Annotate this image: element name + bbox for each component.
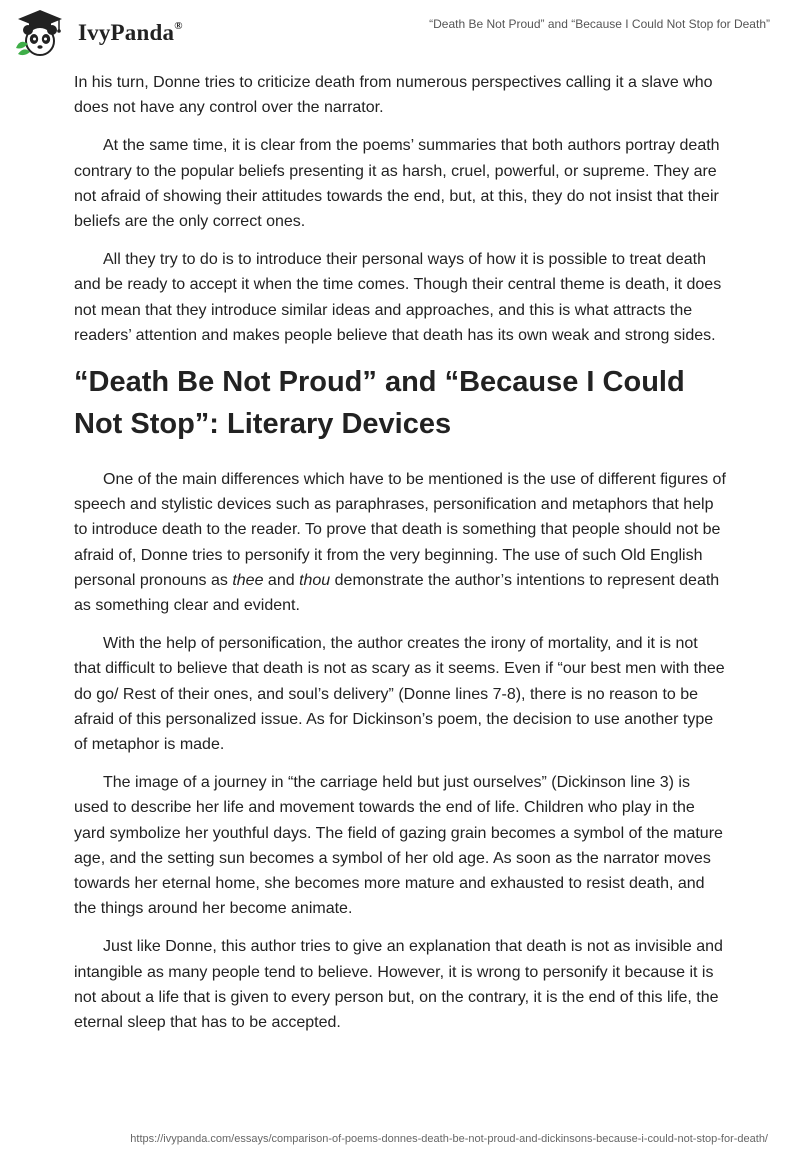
panda-logo-icon[interactable]	[14, 8, 66, 58]
paragraph: All they try to do is to introduce their personal ways of how it is possible to treat death and be ready to accept it when the time comes. Though their central theme is death, it does not mean that they introduce similar ideas and approaches, and this is what attracts the readers’ attention and makes people believe that death has its own weak and strong sides.	[74, 251, 722, 344]
italic-term: thee	[232, 571, 264, 589]
page-header	[0, 0, 800, 66]
paragraph: The image of a journey in “the carriage held but just ourselves” (Dickinson line 3) is used to describe her life and movement towards the end of life. Children who play in the yard symbolize her youthful days. The field of gazing grain becomes a symbol of the mature age, and the setting sun becomes a symbol of her old age. As soon as the narrator moves towards her eternal home, she becomes more mature and exhausted to resist death, and the things around her become animate.	[74, 774, 723, 918]
paragraph: With the help of personification, the author creates the irony of mortality, and it is not that difficult to believe that death is not as scary as it seems. Even if “our best men with thee do go/ Rest of their ones, and soul’s delivery” (Donne lines 7-8), there is no reason to be afraid of this personalized issue. As for Dickinson’s poem, the decision to use another type of metaphor is made.	[74, 635, 725, 754]
paragraph: At the same time, it is clear from the poems’ summaries that both authors portray death contrary to the popular beliefs presenting it as harsh, cruel, powerful, or supreme. They are not afraid of showing their attitudes towards the end, but, at this, they do not insist that their beliefs are the only correct ones.	[74, 137, 720, 231]
paragraph: In his turn, Donne tries to criticize death from numerous perspectives calling it a slave who does not have any control over the narrator.	[74, 74, 713, 117]
document-title: “Death Be Not Proud” and “Because I Could Not Stop for Death”	[429, 17, 770, 31]
paragraph-text: and	[263, 571, 300, 589]
paragraph	[74, 467, 726, 618]
source-url[interactable]: https://ivypanda.com/essays/comparison-of-poems-donnes-death-be-not-proud-and-dickinsons-because-i-could-not-stop-for-death/	[130, 1133, 768, 1145]
italic-term: thou	[299, 571, 331, 589]
paragraph-text: demonstrate the author’s intentions to represent death as something clear and evident.	[74, 571, 720, 615]
article-body	[74, 70, 726, 1048]
paragraph-text: One of the main differences which have to be mentioned is the use of different figures of speech and stylistic devices such as paraphrases, personification and metaphors that help to introduce death to the reader. To prove that death is something that people should not be afraid of, Donne tries to personify it from the very beginning. The use of such Old English personal pronouns as	[74, 471, 726, 589]
section-heading: “Death Be Not Proud” and “Because I Could Not Stop”: Literary Devices	[74, 366, 685, 441]
registered-mark: ®	[174, 20, 183, 33]
brand-name[interactable]: IvyPanda®	[78, 20, 183, 45]
paragraph: Just like Donne, this author tries to give an explanation that death is not as invisible and intangible as many people tend to believe. However, it is wrong to personify it because it is not about a life that is given to every person but, on the contrary, it is the end of this life, the eternal sleep that has to be accepted.	[74, 938, 723, 1032]
